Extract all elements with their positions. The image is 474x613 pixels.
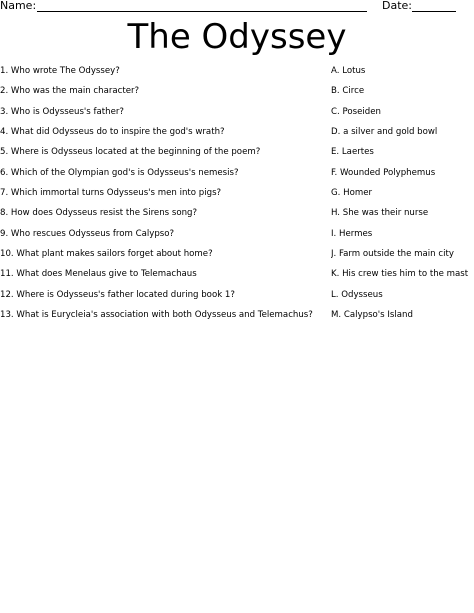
answer-item: A. Lotus [331,66,366,76]
answer-list [331,63,474,327]
answer-item: B. Circe [331,86,365,97]
answer-item: M. Calypso's Island [331,310,413,321]
question-item: 13. What is Eurycleia's association with both Odysseus and Telemachus? [0,310,313,321]
question-item: 6. Which of the Olympian god's is Odysseus's nemesis? [0,167,239,178]
question-item: 2. Who was the main character? [0,86,140,97]
answer-item: I. Hermes [331,228,373,239]
answer-item: L. Odysseus [331,289,383,300]
answer-item: G. Homer [331,188,373,199]
question-item: 3. Who is Odysseus's father? [0,106,124,117]
answer-item: H. She was their nurse [331,208,429,219]
answer-item: D. a silver and gold bowl [331,127,438,138]
question-item: 11. What does Menelaus give to Telemachaus [0,269,197,280]
question-item: 8. How does Odysseus resist the Sirens song? [0,208,198,219]
worksheet-header [0,0,474,14]
answer-item: E. Laertes [331,147,374,158]
answer-item: K. His crew ties him to the mast [331,269,469,280]
answer-item: F. Wounded Polyphemus [331,167,436,178]
answer-item: J. Farm outside the main city [331,249,454,260]
name-label: Name: [0,0,37,12]
page-title: The Odyssey [127,17,347,57]
question-list [0,63,320,327]
date-blank-line [412,11,456,12]
question-item: 7. Which immortal turns Odysseus's men into pigs? [0,188,222,199]
question-item: 9. Who rescues Odysseus from Calypso? [0,228,175,239]
name-blank-line [37,11,367,12]
answer-item: C. Poseiden [331,106,381,117]
date-label: Date: [382,0,412,12]
question-item: 10. What plant makes sailors forget about home? [0,249,213,260]
question-item: 1. Who wrote The Odyssey? [0,66,120,76]
question-item: 5. Where is Odysseus located at the beginning of the poem? [0,147,261,158]
question-item: 4. What did Odysseus do to inspire the god's wrath? [0,127,225,138]
question-item: 12. Where is Odysseus's father located during book 1? [0,289,235,300]
